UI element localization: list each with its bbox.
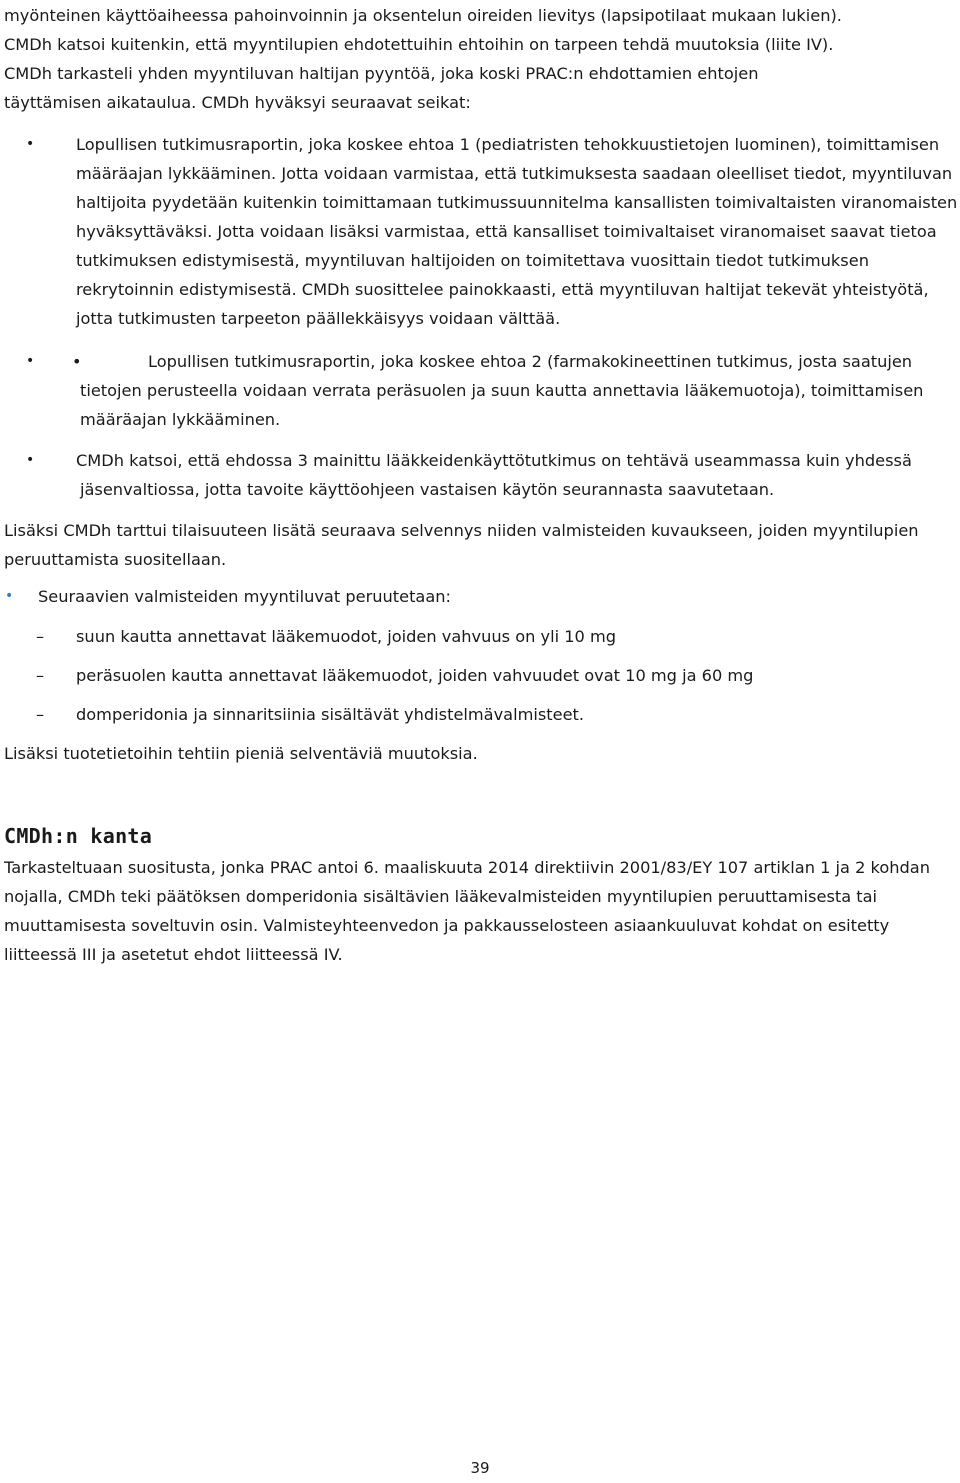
list-item-text: domperidonia ja sinnaritsiinia sisältävät yhdistelmävalmisteet. <box>76 705 585 724</box>
list-item-text: peräsuolen kautta annettavat lääkemuodot, joiden vahvuudet ovat 10 mg ja 60 mg <box>76 666 754 685</box>
bullet-marker: • <box>26 452 35 468</box>
conditions-list <box>4 130 958 504</box>
dash-marker: – <box>36 666 45 685</box>
list-item <box>4 347 958 434</box>
page-number: 39 <box>470 1459 490 1477</box>
revoked-label: Seuraavien valmisteiden myyntiluvat peruutetaan: <box>38 587 451 606</box>
list-item-text: Lopullisen tutkimusraportin, joka koskee ehtoa 1 (pediatristen tehokkuustietojen luominen), toimittamisen määräajan lykkääminen. Jotta voidaan varmistaa, että tutkimuksesta saadaan oleelliset tiedot, myyntiluvan haltijoita pyydetään kuitenkin toimittamaan tutkimussuunnitelma kansallisten toimivaltaisten viranomaisten hyväksyttäväksi. Jotta voidaan lisäksi varmistaa, että kansalliset toimivaltaiset viranomaiset saavat tietoa tutkimuksen edistymisestä, myyntiluvan haltijoiden on toimitettava vuosittain tiedot tutkimuksen rekrytoinnin edistymisestä. CMDh suosittelee painokkaasti, että myyntiluvan haltijat tekevät yhteistyötä, jotta tutkimusten tarpeeton päällekkäisyys voidaan välttää. <box>76 135 958 328</box>
document-page <box>4 1 958 969</box>
bullet-marker: • <box>26 136 35 152</box>
intro-line: CMDh tarkasteli yhden myyntiluvan haltijan pyyntöä, joka koski PRAC:n ehdottamien ehtojen <box>4 64 759 83</box>
revoked-list <box>4 622 958 729</box>
list-item <box>4 700 958 729</box>
dash-marker: – <box>36 705 45 724</box>
dash-marker: – <box>36 627 45 646</box>
list-item <box>4 661 958 690</box>
intro-line: täyttämisen aikataulua. CMDh hyväksyi seuraavat seikat: <box>4 93 471 112</box>
list-item-body <box>72 347 958 434</box>
bullet-marker: • <box>26 353 35 369</box>
clarification-paragraph: Lisäksi CMDh tarttui tilaisuuteen lisätä seuraava selvennys niiden valmisteiden kuvaukseen, joiden myyntilupien peruuttamista suositellaan. <box>4 521 919 569</box>
list-item <box>4 622 958 651</box>
intro-line: myönteinen käyttöaiheessa pahoinvoinnin ja oksentelun oireiden lievitys (lapsipotilaat mukaan lukien). <box>4 6 842 25</box>
intro-line: CMDh katsoi kuitenkin, että myyntilupien ehdotettuihin ehtoihin on tarpeen tehdä muutoksia (liite IV). <box>4 35 834 54</box>
minor-changes-paragraph: Lisäksi tuotetietoihin tehtiin pieniä selventäviä muutoksia. <box>4 744 478 763</box>
list-item-text: CMDh katsoi, että ehdossa 3 mainittu lääkkeidenkäyttötutkimus on tehtävä useammassa kuin yhdessä jäsenvaltiossa, jotta tavoite käyttöohjeen vastaisen käytön seurannasta saavutetaan. <box>76 451 912 499</box>
list-item-text: suun kautta annettavat lääkemuodot, joiden vahvuus on yli 10 mg <box>76 627 617 646</box>
intro-paragraph <box>4 1 958 117</box>
section-heading: CMDh:n kanta <box>4 824 153 848</box>
list-item <box>4 446 958 504</box>
inner-bullet-marker: • <box>72 352 82 371</box>
revoked-heading <box>4 582 958 611</box>
list-item-text: Lopullisen tutkimusraportin, joka koskee ehtoa 2 (farmakokineettinen tutkimus, josta saatujen tietojen perusteella voidaan verrata peräsuolen ja suun kautta annettavia lääkemuotoja), toimittamisen määräajan lykkääminen. <box>80 352 924 429</box>
list-item <box>4 130 958 333</box>
position-paragraph: Tarkasteltuaan suositusta, jonka PRAC antoi 6. maaliskuuta 2014 direktiivin 2001/83/EY 107 artiklan 1 ja 2 kohdan nojalla, CMDh teki päätöksen domperidonia sisältävien lääkevalmisteiden myyntilupien peruuttamisesta tai muuttamisesta soveltuvin osin. Valmisteyhteenvedon ja pakkausselosteen asiaankuuluvat kohdat on esitetty liitteessä III ja asetetut ehdot liitteessä IV. <box>4 858 930 964</box>
blue-bullet-marker: • <box>5 588 14 604</box>
